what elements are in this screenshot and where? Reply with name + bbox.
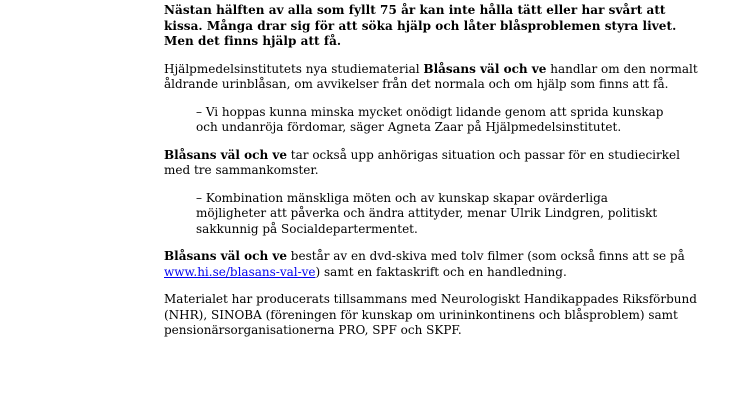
partners-paragraph: Materialet har producerats tillsammans med Neurologiskt Handikappades Riksförbund (NHR), SINOBA (föreningen för kunskap om urininkontinens och blåsproblem) samt pensionärsorganisationerna PRO, SPF och SKPF. bbox=[164, 292, 697, 337]
lead-paragraph: Nästan hälften av alla som fyllt 75 år kan inte hålla tätt eller har svårt att kissa. Många drar sig för att söka hjälp och låter blåsproblemen styra livet. Men det finns hjälp att få. bbox=[164, 3, 677, 48]
quote-agneta-zaar: – Vi hoppas kunna minska mycket onödigt lidande genom att sprida kunskap och undanröja fördomar, säger Agneta Zaar på Hjälpmedelsinstitutet. bbox=[196, 104, 664, 134]
relatives-paragraph bbox=[164, 148, 704, 179]
contents-paragraph bbox=[164, 249, 704, 280]
relatives-text: tar också upp anhörigas situation och passar för en studiecirkel med tre sammankomster. bbox=[164, 147, 680, 177]
website-link[interactable]: www.hi.se/blasans-val-ve bbox=[164, 264, 316, 279]
intro-text-before: Hjälpmedelsinstitutets nya studiematerial bbox=[164, 61, 424, 76]
material-title: Blåsans väl och ve bbox=[164, 147, 287, 162]
contents-text-after-link: ) samt en faktaskrift och en handledning. bbox=[315, 264, 567, 279]
intro-paragraph bbox=[164, 62, 704, 93]
material-title: Blåsans väl och ve bbox=[164, 249, 287, 263]
material-title: Blåsans väl och ve bbox=[423, 61, 547, 76]
document-body bbox=[164, 3, 704, 351]
contents-text-before-link: består av en dvd-skiva med tolv filmer (som också finns att se på bbox=[286, 249, 685, 263]
intro-text-after: handlar om den normalt åldrande urinblåsan, om avvikelser från det normala och om hjälp som finns att få. bbox=[164, 61, 698, 91]
quote-ulrik-lindgren: – Kombination mänskliga möten och av kunskap skapar ovärderliga möjligheter att påverka och ändra attityder, menar Ulrik Lindgren, politiskt sakkunnig på Socialdepartermentet. bbox=[196, 190, 658, 236]
